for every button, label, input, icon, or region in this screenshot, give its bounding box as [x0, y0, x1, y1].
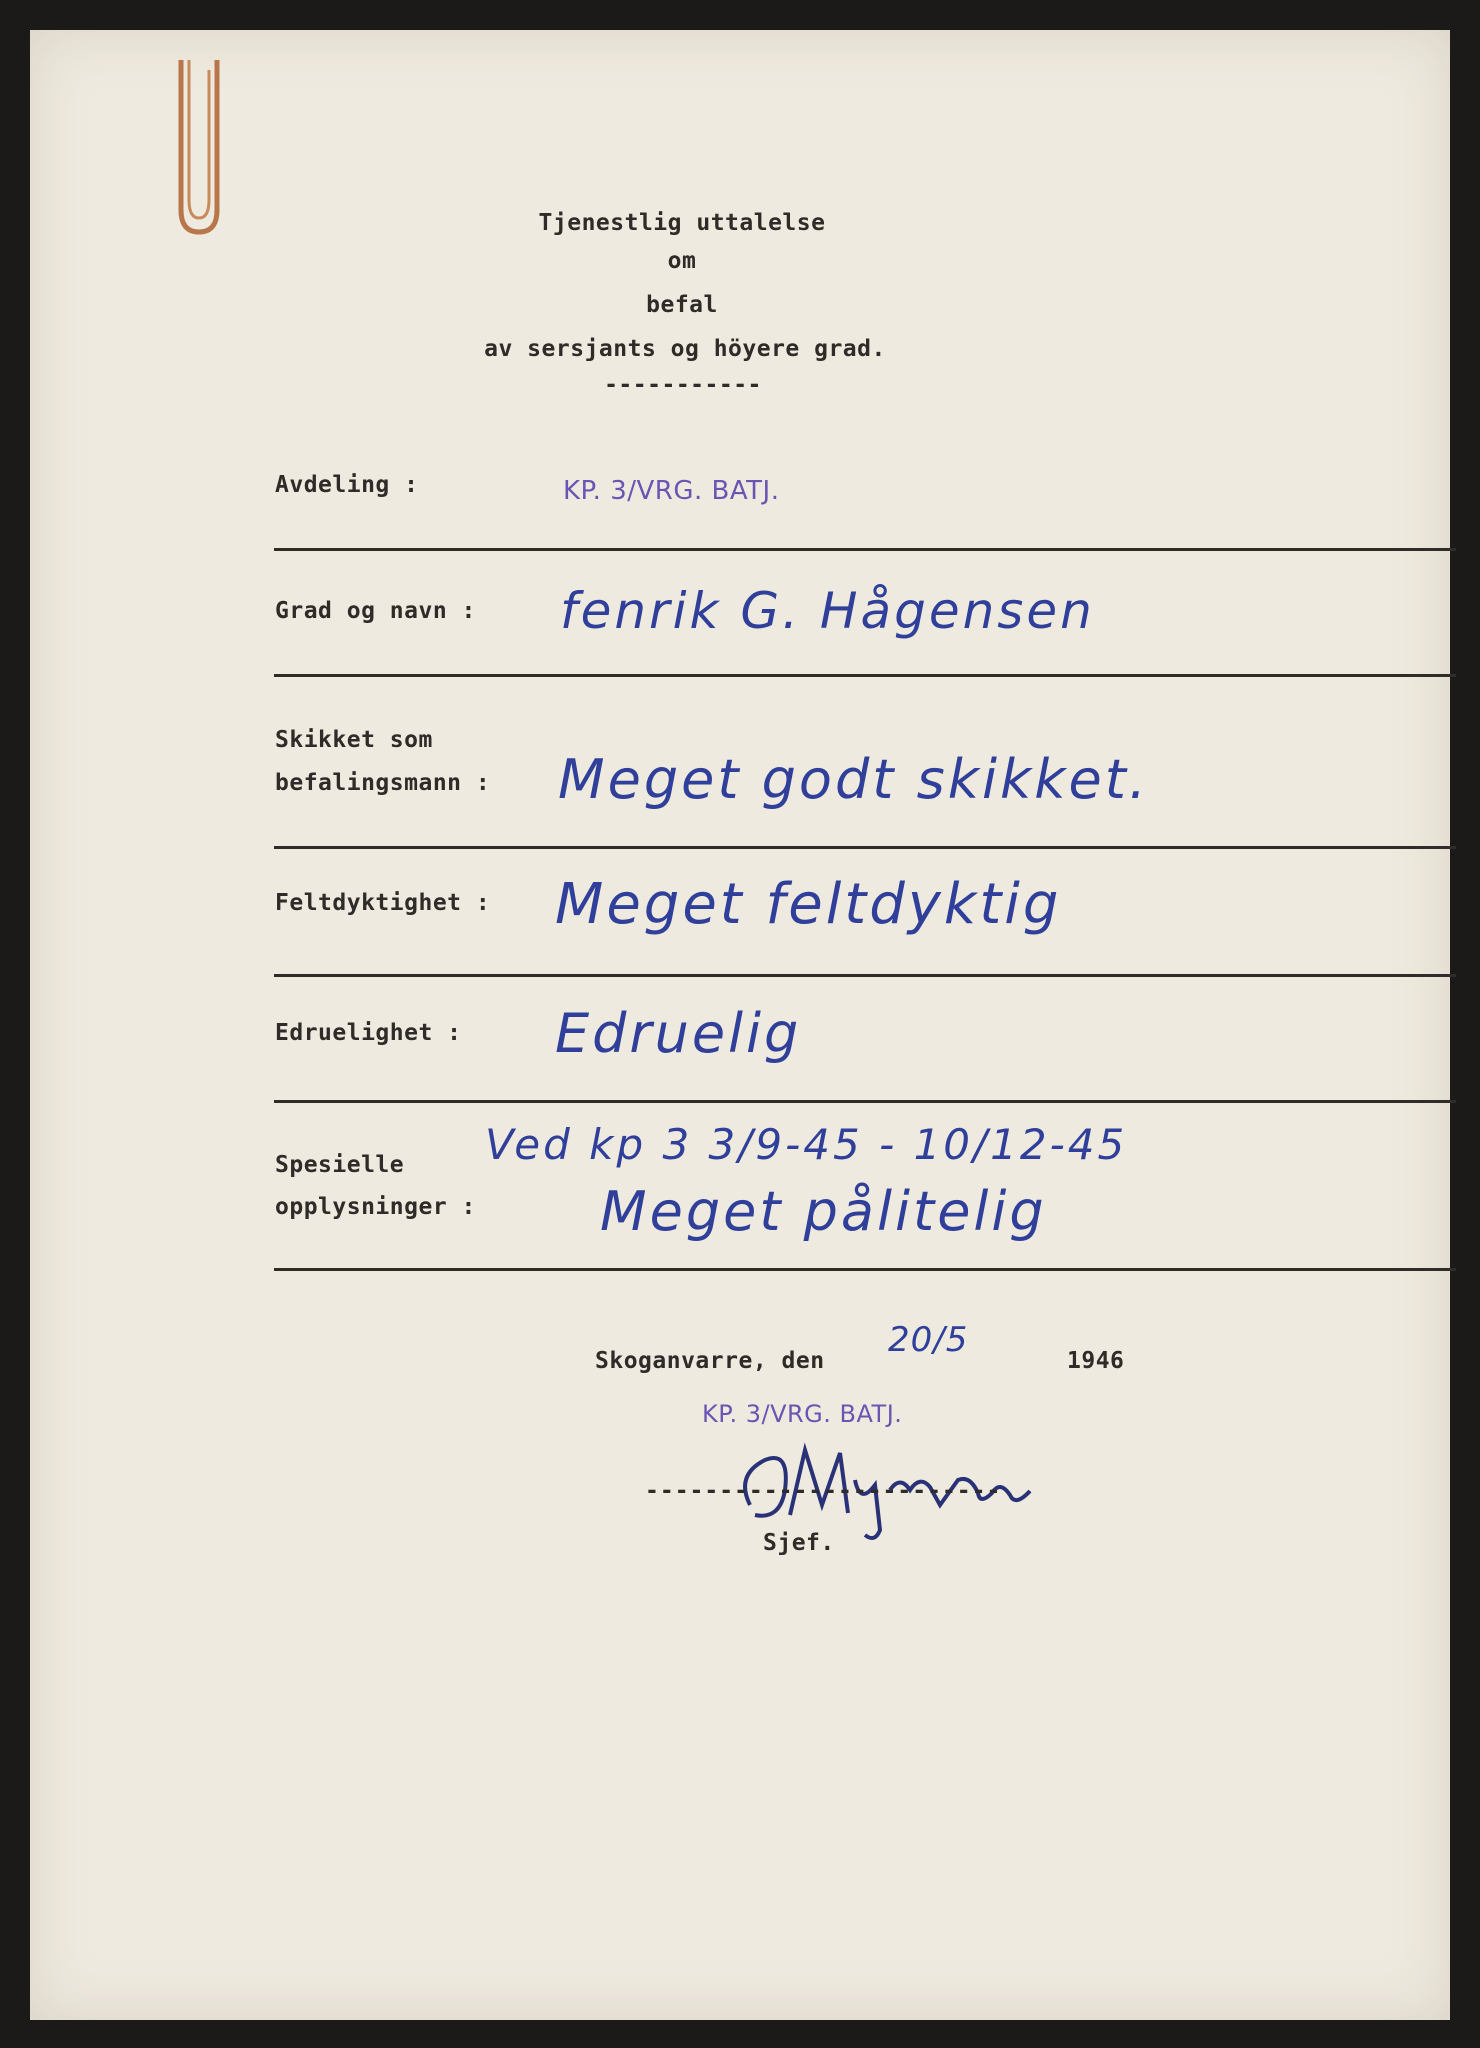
footer-unit-stamp: KP. 3/VRG. BATJ.: [702, 1400, 903, 1428]
skikket-label-1: Skikket som: [275, 727, 433, 753]
spesielle-value-2: Meget pålitelig: [600, 1180, 1047, 1243]
spesielle-value-1: Ved kp 3 3/9-45 - 10/12-45: [485, 1120, 1128, 1169]
year-text: 1946: [1067, 1348, 1125, 1374]
field-rule: [274, 674, 1456, 677]
grad-value: fenrik G. Hågensen: [560, 582, 1095, 640]
paper-clip-mark: [175, 60, 223, 240]
place-date-text: Skoganvarre, den: [595, 1348, 825, 1374]
feltdyktighet-label: Feltdyktighet :: [275, 890, 491, 916]
field-rule: [274, 1100, 1456, 1103]
field-rule: [274, 846, 1456, 849]
title-line-3: befal: [646, 292, 718, 318]
field-rule: [274, 548, 1456, 551]
document-page: [30, 30, 1450, 2020]
signature-line: ------------------------: [645, 1478, 1002, 1504]
avdeling-label: Avdeling :: [275, 472, 419, 498]
skikket-label-2: befalingsmann :: [275, 770, 491, 796]
handwritten-date: 20/5: [888, 1320, 969, 1360]
feltdyktighet-value: Meget feltdyktig: [555, 872, 1062, 937]
edruelighet-label: Edruelighet :: [275, 1020, 462, 1046]
title-underline: -----------: [604, 372, 762, 398]
field-rule: [274, 1268, 1456, 1271]
edruelighet-value: Edruelig: [555, 1002, 802, 1065]
unit-stamp: KP. 3/VRG. BATJ.: [563, 476, 780, 506]
spesielle-label-1: Spesielle: [275, 1152, 405, 1178]
title-line-2: om: [667, 248, 697, 274]
spesielle-label-2: opplysninger :: [275, 1194, 476, 1220]
role-label: Sjef.: [763, 1530, 835, 1556]
title-line-1: Tjenestlig uttalelse: [538, 210, 826, 236]
grad-label: Grad og navn :: [275, 598, 476, 624]
title-line-4: av sersjants og höyere grad.: [484, 336, 886, 362]
skikket-value: Meget godt skikket.: [558, 748, 1150, 811]
field-rule: [274, 974, 1456, 977]
